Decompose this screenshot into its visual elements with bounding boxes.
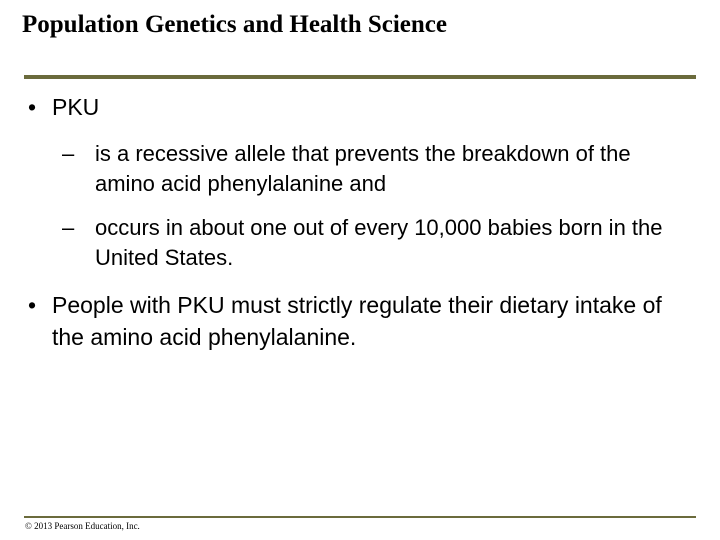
sub-bullet-occurrence xyxy=(62,213,692,273)
bullet-marker: • xyxy=(28,292,37,318)
bullet-marker: • xyxy=(28,94,37,120)
copyright-footer: © 2013 Pearson Education, Inc. xyxy=(25,521,140,531)
title-divider xyxy=(24,75,696,79)
bullet-dietary-regulation xyxy=(28,289,698,353)
sub-bullet-text: occurs in about one out of every 10,000 babies born in the United States. xyxy=(95,215,663,270)
bullet-text: PKU xyxy=(52,94,100,120)
sub-bullet-marker: – xyxy=(62,215,75,240)
bullet-text: People with PKU must strictly regulate their dietary intake of the amino acid phenylalanine. xyxy=(52,292,662,350)
sub-bullet-text: is a recessive allele that prevents the breakdown of the amino acid phenylalanine and xyxy=(95,141,631,196)
sub-bullet-recessive-allele xyxy=(62,139,692,199)
footer-divider xyxy=(24,516,696,518)
slide-title: Population Genetics and Health Science xyxy=(22,11,447,38)
bullet-pku xyxy=(28,91,698,123)
sub-bullet-marker: – xyxy=(62,141,75,166)
